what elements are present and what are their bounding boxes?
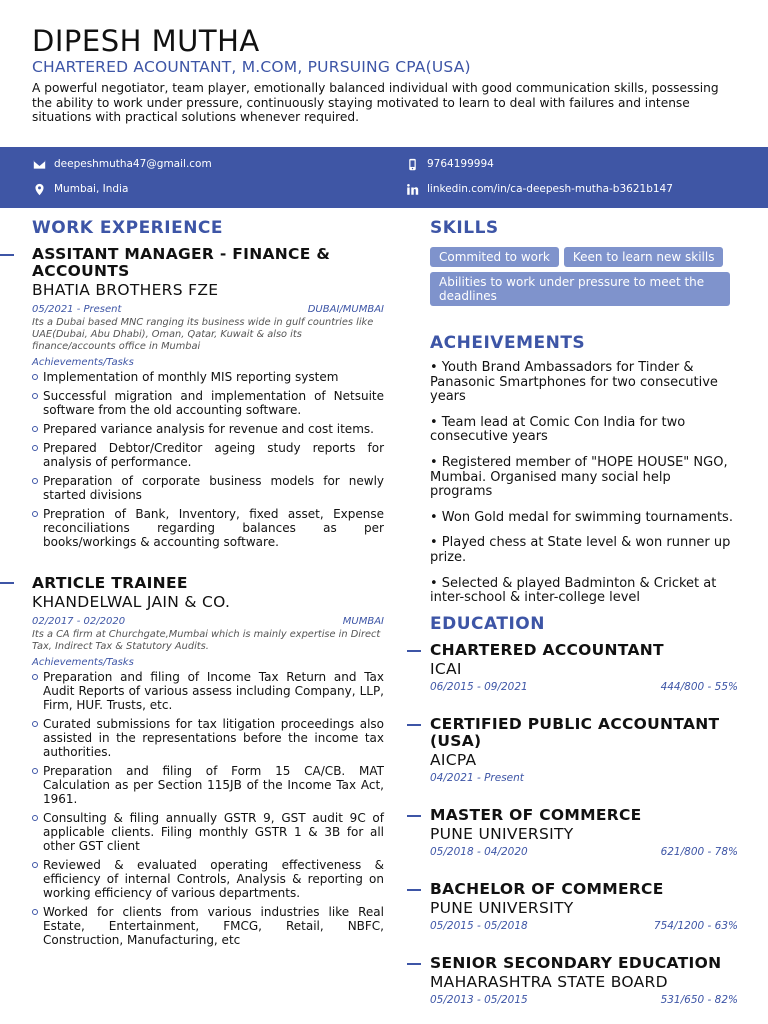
task-item: Preparation and filing of Form 15 CA/CB. MAT Calculation as per Section 115JB of the Income Tax Act, 1961. <box>32 764 384 806</box>
achievement-item: • Played chess at State level & won runner up prize. <box>430 535 731 565</box>
achievements-label: Achievements/Tasks <box>32 357 134 368</box>
edu-degree: SENIOR SECONDARY EDUCATION <box>430 954 722 972</box>
task-item: Preparation and filing of Income Tax Return and Tax Audit Reports of various assess including Company, LLP, Firm, HUF. Trusts, etc. <box>32 670 384 712</box>
skills-list <box>430 247 740 306</box>
skill-chip: Keen to learn new skills <box>564 247 724 267</box>
achievement-item: • Won Gold medal for swimming tournaments. <box>430 509 733 525</box>
edu-institution: ICAI <box>430 660 462 678</box>
edu-score: 754/1200 - 63% <box>653 920 738 932</box>
edu-dates: 05/2015 - 05/2018 <box>430 920 528 932</box>
job-1 <box>32 246 384 554</box>
edu-degree: BACHELOR OF COMMERCE <box>430 880 664 898</box>
edu-dates: 04/2021 - Present <box>430 772 524 784</box>
education-item <box>430 955 738 1006</box>
task-list <box>32 670 384 947</box>
contact-linkedin[interactable]: linkedin.com/in/ca-deepesh-mutha-b3621b147 <box>405 182 673 196</box>
job-company: KHANDELWAL JAIN & CO. <box>32 593 231 611</box>
edu-marker <box>407 815 421 817</box>
edu-institution: PUNE UNIVERSITY <box>430 825 574 843</box>
achievement-item: • Selected & played Badminton & Cricket at inter-school & inter-college level <box>430 575 717 606</box>
job-description: Its a CA firm at Churchgate,Mumbai which is mainly expertise in Direct Tax, Indirect Tax & Statutory Audits. <box>32 629 381 652</box>
edu-dates: 05/2018 - 04/2020 <box>430 846 528 858</box>
edu-degree: CERTIFIED PUBLIC ACCOUNTANT (USA) <box>430 715 720 750</box>
education-item <box>430 716 738 784</box>
task-item: Curated submissions for tax litigation proceedings also assisted in the representations before the income tax authorities. <box>32 717 384 759</box>
job-dates: 05/2021 - Present <box>32 304 122 315</box>
job-title: ARTICLE TRAINEE <box>32 574 188 592</box>
task-item: Reviewed & evaluated operating effectiveness & efficiency of internal Controls, Analysis & reporting on working efficiency of various departments. <box>32 858 384 900</box>
job-meta <box>32 616 384 627</box>
edu-institution: MAHARASHTRA STATE BOARD <box>430 973 668 991</box>
job-description: Its a Dubai based MNC ranging its business wide in gulf countries like UAE(Dubai, Abu Dhabi), Oman, Qatar, Kuwait & also its finance/accounts office in Mumbai <box>32 317 374 352</box>
skill-chip: Commited to work <box>430 247 559 267</box>
edu-marker <box>407 889 421 891</box>
task-item: Implementation of monthly MIS reporting system <box>32 370 384 384</box>
task-list <box>32 370 384 549</box>
job-location: MUMBAI <box>342 616 384 627</box>
edu-score: 621/800 - 78% <box>660 846 738 858</box>
edu-institution: AICPA <box>430 751 477 769</box>
contact-location: Mumbai, India <box>32 182 128 196</box>
achievement-item: • Registered member of "HOPE HOUSE" NGO, Mumbai. Organised many social help programs <box>430 454 728 500</box>
achievements-label: Achievements/Tasks <box>32 657 134 668</box>
job-2 <box>32 575 384 952</box>
summary: A powerful negotiator, team player, emotionally balanced individual with good communication skills, possessing the ability to work under pressure, continuously staying motivated to learn to deal with failures and intense situations with practical solutions whenever required. <box>32 81 719 125</box>
contact-email[interactable]: deepeshmutha47@gmail.com <box>32 157 212 171</box>
edu-degree: CHARTERED ACCOUNTANT <box>430 641 664 659</box>
job-meta <box>32 304 384 315</box>
edu-dates: 06/2015 - 09/2021 <box>430 681 528 693</box>
work-experience-title: WORK EXPERIENCE <box>32 218 224 238</box>
contact-bar <box>0 147 768 208</box>
task-item: Worked for clients from various industries like Real Estate, Entertainment, FMCG, Retail, NBFC, Construction, Manufacturing, etc <box>32 905 384 947</box>
contact-phone[interactable]: 9764199994 <box>405 157 494 171</box>
edu-marker <box>407 963 421 965</box>
job-company: BHATIA BROTHERS FZE <box>32 281 219 299</box>
task-item: Consulting & filing annually GSTR 9, GST audit 9C of applicable clients. Filing monthly GSTR 1 & 3B for all other GST client <box>32 811 384 853</box>
job-location: DUBAI/MUMBAI <box>307 304 384 315</box>
edu-degree: MASTER OF COMMERCE <box>430 806 642 824</box>
candidate-subtitle: CHARTERED ACOUNTANT, M.COM, PURSUING CPA(USA) <box>32 58 471 76</box>
edu-institution: PUNE UNIVERSITY <box>430 899 574 917</box>
achievements-title: ACHEIVEMENTS <box>430 333 586 353</box>
task-item: Successful migration and implementation of Netsuite software from the old accounting software. <box>32 389 384 417</box>
education-title: EDUCATION <box>430 614 545 634</box>
achievement-item: • Youth Brand Ambassadors for Tinder & Panasonic Smartphones for two consecutive years <box>430 360 718 405</box>
linkedin-icon <box>405 182 419 196</box>
email-icon <box>32 157 46 171</box>
task-item: Prepared Debtor/Creditor ageing study reports for analysis of performance. <box>32 441 384 469</box>
achievement-item: • Team lead at Comic Con India for two consecutive years <box>430 414 686 445</box>
phone-icon <box>405 157 419 171</box>
task-item: Prepared variance analysis for revenue and cost items. <box>32 422 384 436</box>
edu-score: 444/800 - 55% <box>660 681 738 693</box>
education-item <box>430 881 738 932</box>
task-item: Preparation of corporate business models for newly started divisions <box>32 474 384 502</box>
education-item <box>430 807 738 858</box>
education-item <box>430 642 738 693</box>
skills-title: SKILLS <box>430 218 499 238</box>
job-dates: 02/2017 - 02/2020 <box>32 616 126 627</box>
job-marker <box>0 254 14 256</box>
job-title: ASSITANT MANAGER - FINANCE & ACCOUNTS <box>32 245 331 280</box>
edu-dates: 05/2013 - 05/2015 <box>430 994 528 1006</box>
edu-score: 531/650 - 82% <box>660 994 738 1006</box>
candidate-name: DIPESH MUTHA <box>32 24 260 58</box>
location-icon <box>32 182 46 196</box>
job-marker <box>0 582 14 584</box>
achievements-list <box>430 361 735 617</box>
task-item: Prepration of Bank, Inventory, fixed asset, Expense reconciliations regarding balances as per books/workings & accounting software. <box>32 507 384 549</box>
edu-marker <box>407 724 421 726</box>
edu-marker <box>407 650 421 652</box>
skill-chip: Abilities to work under pressure to meet the deadlines <box>430 272 730 306</box>
